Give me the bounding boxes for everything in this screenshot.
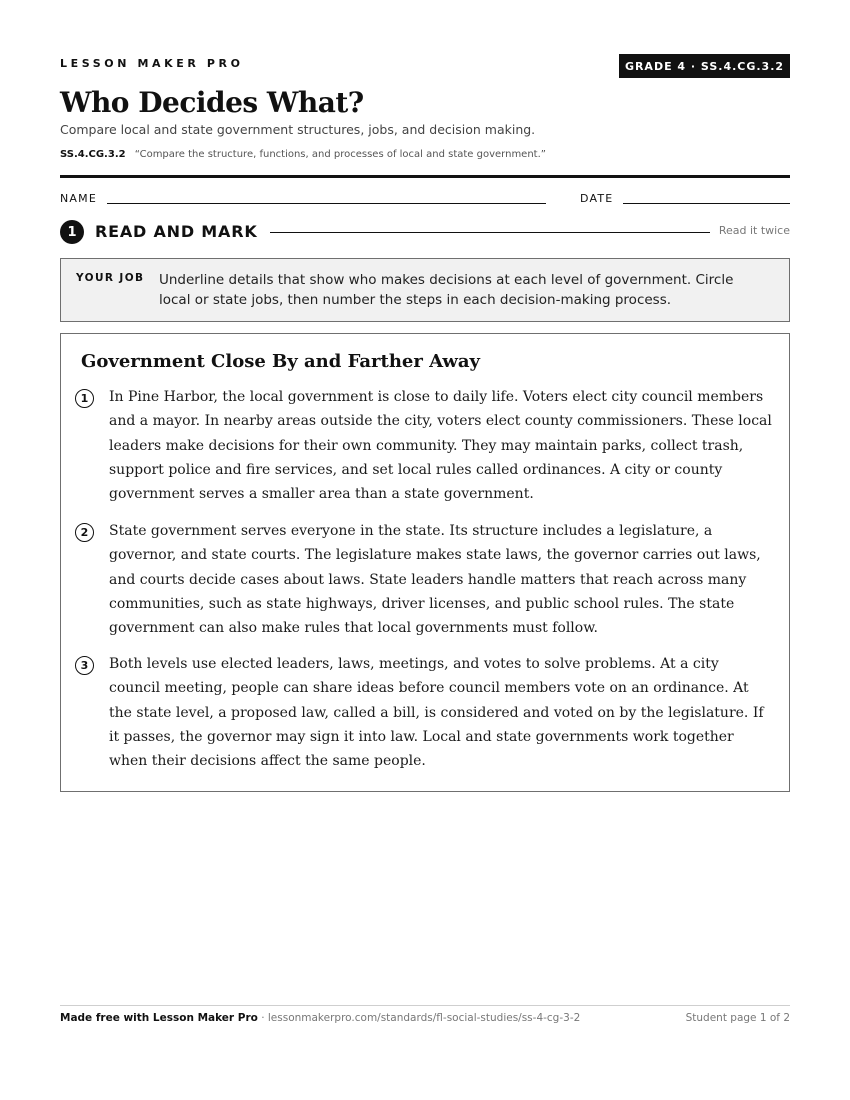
your-job-label: YOUR JOB	[76, 272, 145, 284]
paragraph-number: 3	[75, 656, 94, 675]
footer-credit	[60, 1012, 580, 1024]
footer-url[interactable]: · lessonmakerpro.com/standards/fl-social-studies/ss-4-cg-3-2	[257, 1012, 581, 1024]
standard-quote: “Compare the structure, functions, and processes of local and state government.”	[134, 149, 546, 160]
worksheet-title: Who Decides What?	[60, 86, 364, 119]
paragraph-number: 1	[75, 389, 94, 408]
your-job-box	[60, 258, 790, 322]
passage-title: Government Close By and Farther Away	[81, 351, 480, 372]
paragraph-text: State government serves everyone in the state. Its structure includes a legislature, a governor, and state courts. The legislature makes state laws, the governor carries out laws, and courts decide cases about laws. State leaders handle matters that reach across many communities, such as state highways, driver licenses, and public school rules. The state government can also make rules that local governments must follow.	[109, 523, 761, 637]
paragraph-text: Both levels use elected leaders, laws, meetings, and votes to solve problems. At a city council meeting, people can share ideas before council members vote on an ordinance. At the state level, a proposed law, called a bill, is considered and voted on by the legislature. If it passes, the governor may sign it into law. Local and state governments work together when their decisions affect the same people.	[109, 656, 764, 770]
page-indicator: Student page 1 of 2	[685, 1012, 790, 1024]
name-label: NAME	[60, 192, 97, 205]
section-title: READ AND MARK	[95, 222, 258, 241]
section-number-badge: 1	[60, 220, 84, 244]
paragraph-number: 2	[75, 523, 94, 542]
grade-badge: GRADE 4 · SS.4.CG.3.2	[619, 54, 790, 78]
your-job-text: Underline details that show who makes decisions at each level of government. Circle local or state jobs, then number the steps in each decision-making process.	[159, 272, 734, 308]
paragraph-text: In Pine Harbor, the local government is close to daily life. Voters elect city council members and a mayor. In nearby areas outside the city, voters elect county commissioners. These local leaders make decisions for their own community. They may maintain parks, collect trash, support police and fire services, and set local rules called ordinances. A city or county government serves a smaller area than a state government.	[109, 389, 772, 503]
date-line[interactable]	[623, 203, 790, 204]
header-divider	[60, 175, 790, 178]
footer-divider	[60, 1005, 790, 1006]
section-note: Read it twice	[718, 224, 790, 237]
section-divider	[270, 232, 710, 233]
standard-line	[60, 149, 546, 160]
footer-brand: Made free with Lesson Maker Pro	[60, 1012, 258, 1024]
brand-name: LESSON MAKER PRO	[60, 57, 244, 70]
date-label: DATE	[580, 192, 614, 205]
reading-passage	[60, 333, 790, 792]
worksheet-subtitle: Compare local and state government structures, jobs, and decision making.	[60, 122, 536, 137]
name-line[interactable]	[107, 203, 546, 204]
standard-code: SS.4.CG.3.2	[60, 149, 126, 160]
